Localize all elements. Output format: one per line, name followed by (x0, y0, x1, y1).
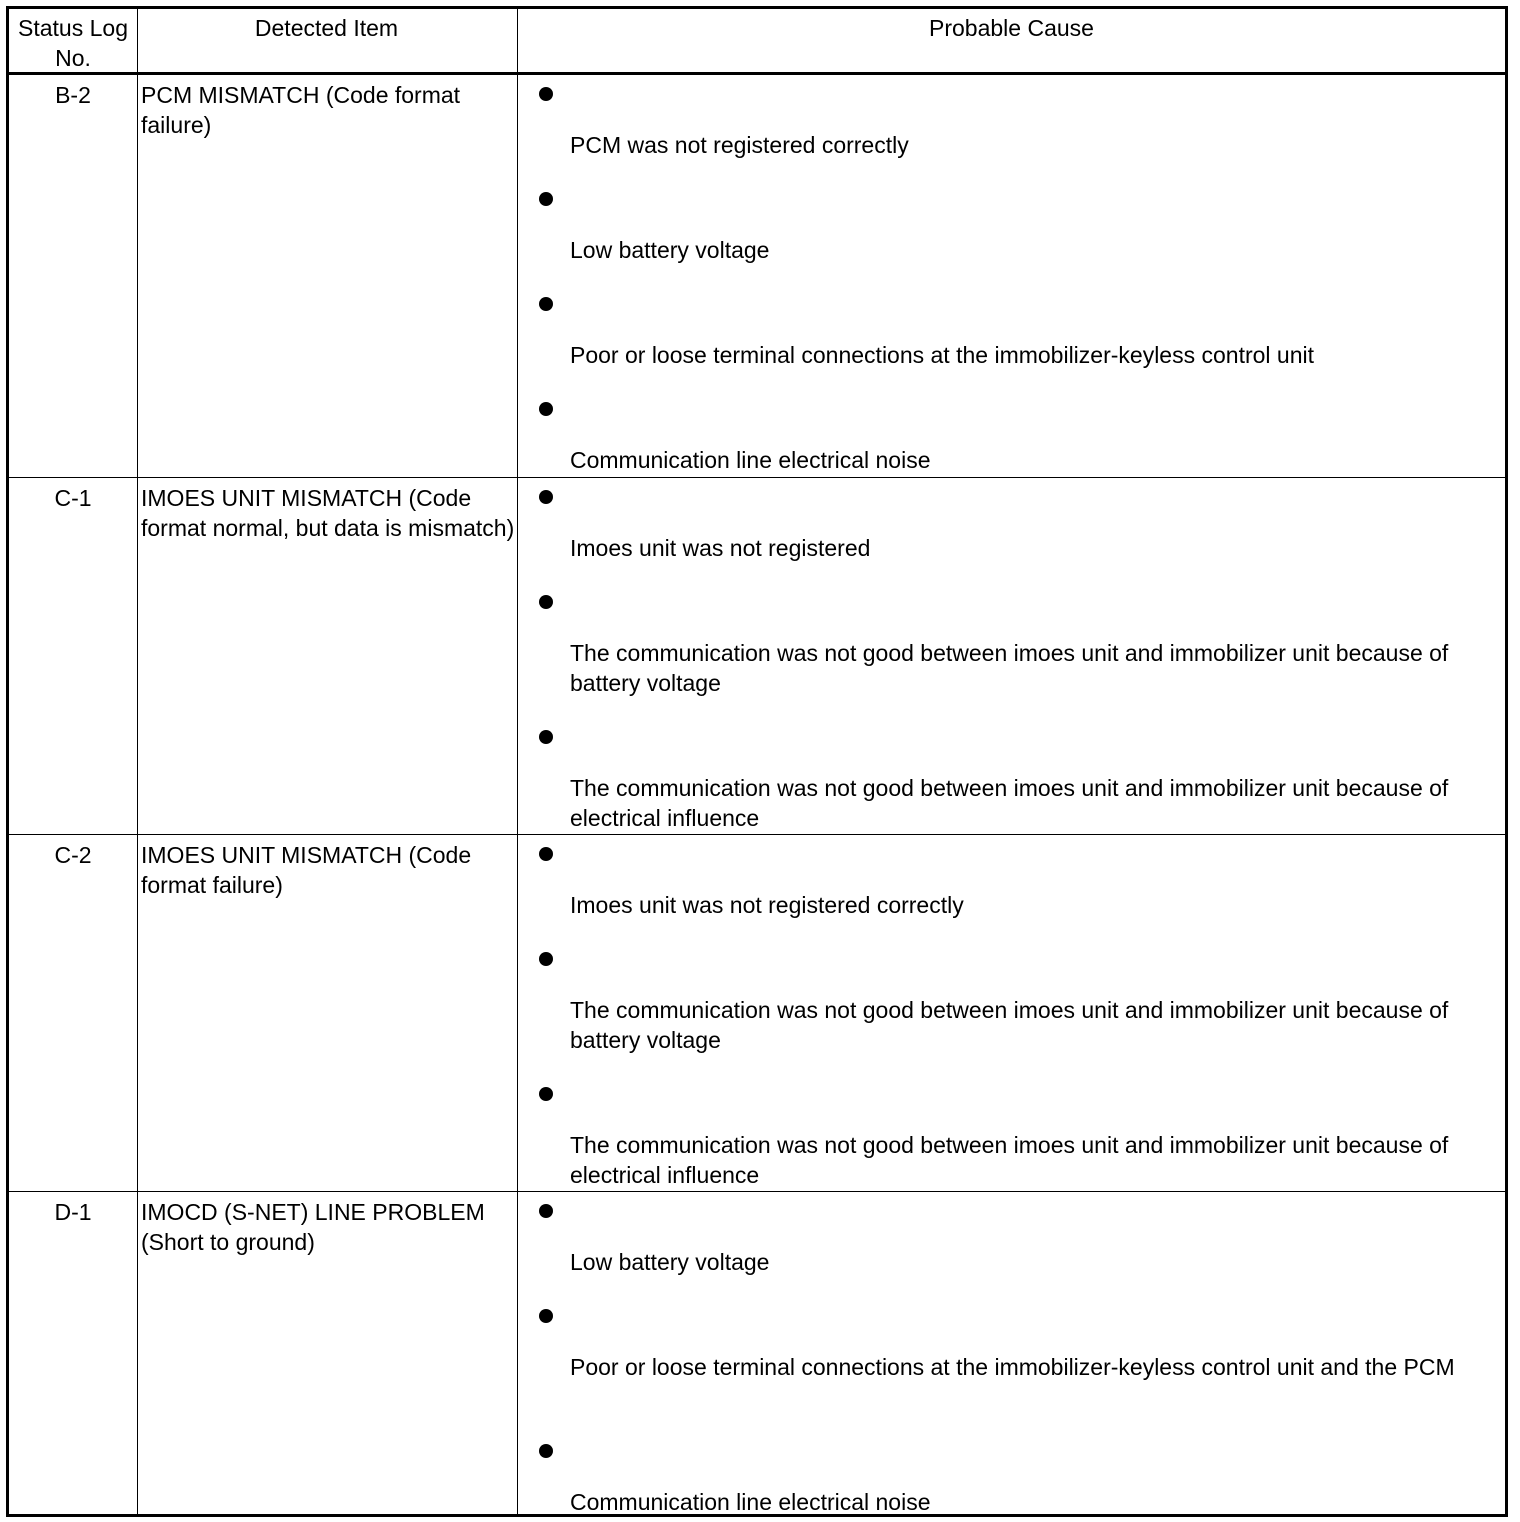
bullet-icon (539, 490, 553, 504)
cause-text: The communication was not good between imoes unit and immobilizer unit because of electrical influence (570, 1132, 1449, 1188)
cause-item (518, 285, 1505, 390)
bullet-icon (539, 402, 553, 416)
table-row (9, 1192, 1505, 1514)
cause-item (518, 1432, 1505, 1514)
bullet-icon (539, 595, 553, 609)
cause-list (518, 835, 1505, 1191)
cause-text: Poor or loose terminal connections at the immobilizer-keyless control unit (570, 342, 1314, 368)
cause-text: The communication was not good between imoes unit and immobilizer unit because of battery voltage (570, 640, 1449, 696)
cause-list (518, 478, 1505, 834)
cause-list (518, 1192, 1505, 1514)
bullet-icon (539, 297, 553, 311)
detected-item: PCM MISMATCH (Code format failure) (138, 75, 518, 477)
bullet-icon (539, 1204, 553, 1218)
header-detected-item: Detected Item (138, 9, 518, 72)
probable-cause-cell (518, 75, 1505, 477)
bullet-icon (539, 192, 553, 206)
cause-item (518, 583, 1505, 718)
probable-cause-cell (518, 835, 1505, 1191)
table-row (9, 835, 1505, 1192)
detected-item: IMOES UNIT MISMATCH (Code format failure) (138, 835, 518, 1191)
cause-text: Poor or loose terminal connections at the immobilizer-keyless control unit and the PCM (570, 1354, 1455, 1380)
cause-item (518, 180, 1505, 285)
bullet-icon (539, 87, 553, 101)
status-log-no: D-1 (9, 1192, 138, 1514)
table-row (9, 478, 1505, 835)
status-log-table (6, 6, 1508, 1517)
cause-item (518, 390, 1505, 477)
status-log-no: C-2 (9, 835, 138, 1191)
cause-item (518, 1075, 1505, 1191)
cause-item (518, 1297, 1505, 1432)
cause-item (518, 1192, 1505, 1297)
status-log-no: B-2 (9, 75, 138, 477)
cause-item (518, 75, 1505, 180)
table-header-row (9, 9, 1505, 75)
cause-text: Imoes unit was not registered correctly (570, 892, 964, 918)
probable-cause-cell (518, 478, 1505, 834)
bullet-icon (539, 730, 553, 744)
probable-cause-cell (518, 1192, 1505, 1514)
cause-text: Imoes unit was not registered (570, 535, 871, 561)
cause-text: Communication line electrical noise (570, 447, 931, 473)
cause-text: Low battery voltage (570, 1249, 770, 1275)
table-row (9, 75, 1505, 478)
cause-text: Low battery voltage (570, 237, 770, 263)
cause-text: PCM was not registered correctly (570, 132, 909, 158)
bullet-icon (539, 1444, 553, 1458)
cause-item (518, 835, 1505, 940)
status-log-no: C-1 (9, 478, 138, 834)
cause-text: Communication line electrical noise (570, 1489, 931, 1514)
cause-item (518, 718, 1505, 834)
cause-item (518, 940, 1505, 1075)
bullet-icon (539, 1309, 553, 1323)
cause-text: The communication was not good between imoes unit and immobilizer unit because of electrical influence (570, 775, 1449, 831)
bullet-icon (539, 952, 553, 966)
cause-list (518, 75, 1505, 477)
cause-text: The communication was not good between imoes unit and immobilizer unit because of battery voltage (570, 997, 1449, 1053)
header-status-log-no: Status Log No. (9, 9, 138, 72)
cause-item (518, 478, 1505, 583)
bullet-icon (539, 847, 553, 861)
detected-item: IMOCD (S-NET) LINE PROBLEM (Short to ground) (138, 1192, 518, 1514)
bullet-icon (539, 1087, 553, 1101)
header-probable-cause: Probable Cause (929, 15, 1094, 41)
detected-item: IMOES UNIT MISMATCH (Code format normal, but data is mismatch) (138, 478, 518, 834)
